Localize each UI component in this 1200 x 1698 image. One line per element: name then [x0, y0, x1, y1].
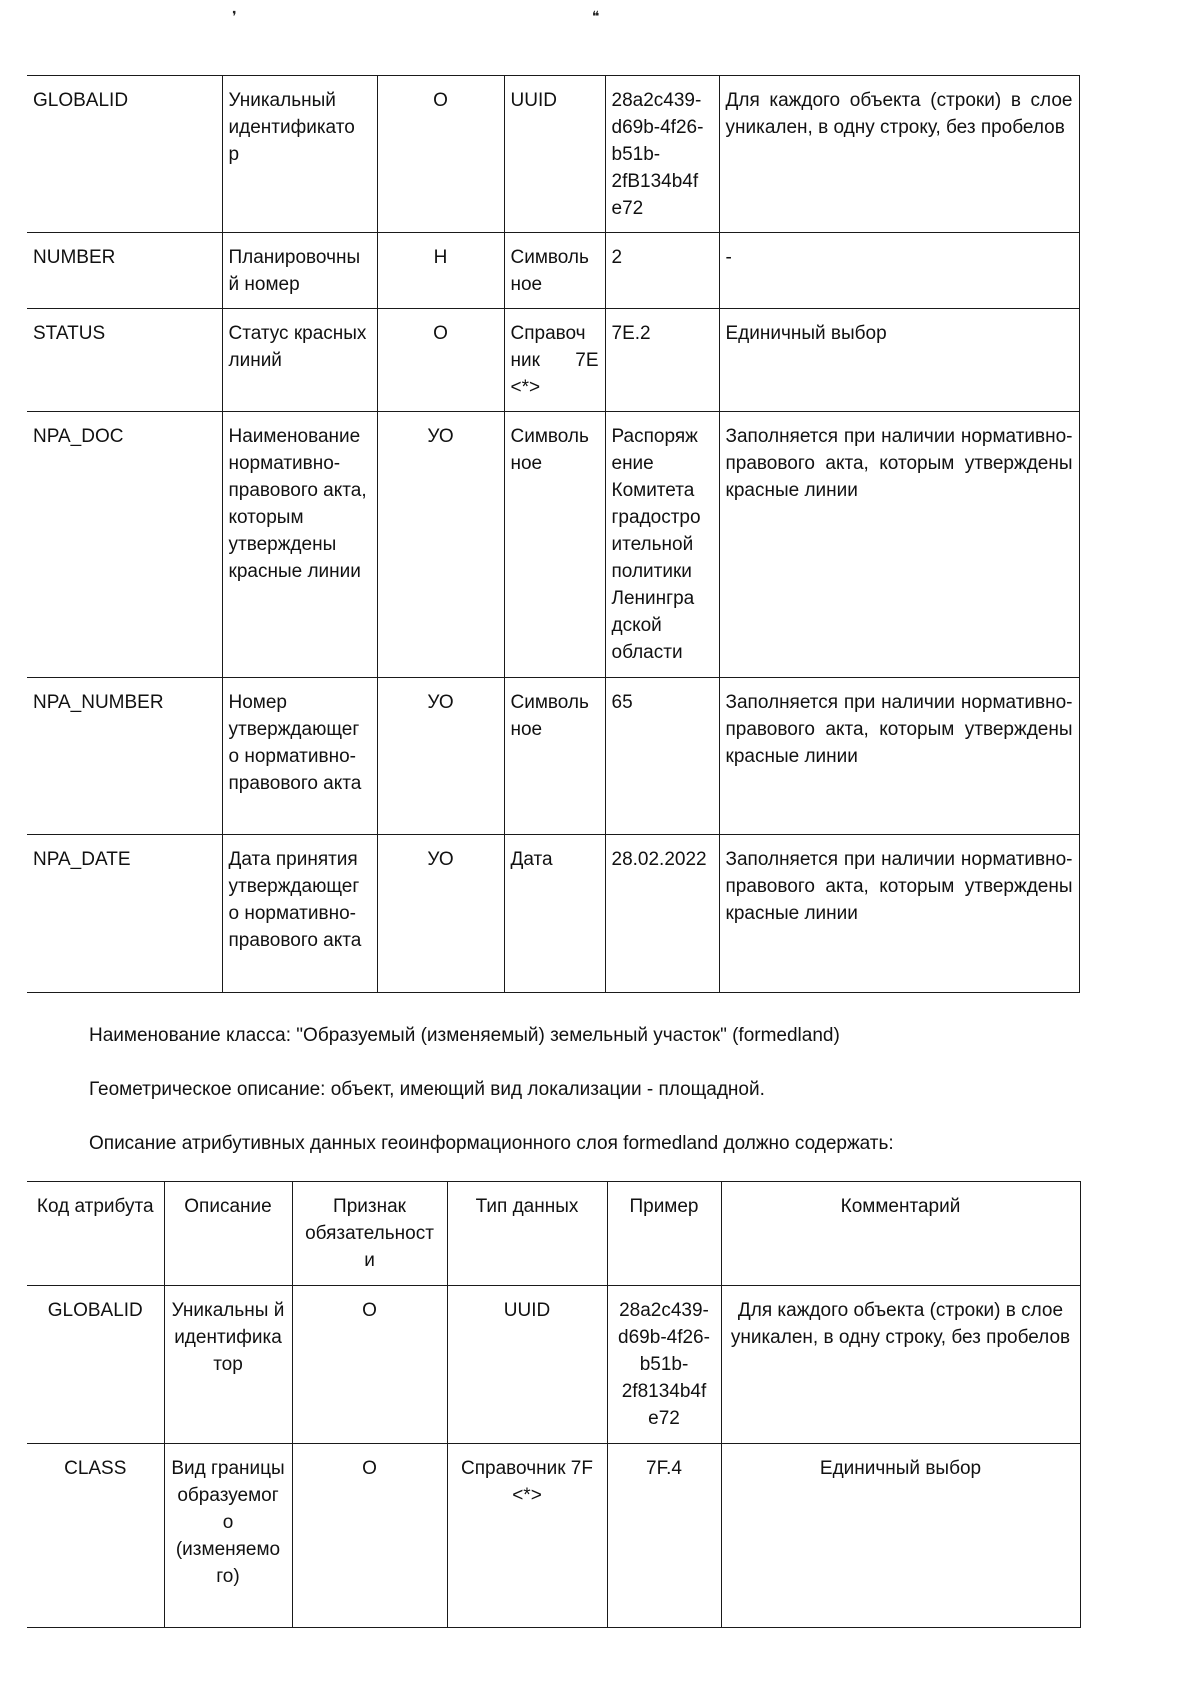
cell-data-type: Дата — [504, 835, 605, 993]
cell-comment: - — [719, 233, 1079, 309]
cell-data-type: Символь ное — [504, 412, 605, 678]
cell-data-type: Справоч ник 7E <*> — [504, 309, 605, 412]
geometry-paragraph: Геометрическое описание: объект, имеющий вид локализации - площадной. — [89, 1079, 765, 1100]
table-row — [27, 835, 1079, 993]
cell-comment: Для каждого объекта (строки) в слое уникален, в одну строку, без пробелов — [719, 76, 1079, 233]
cell-code: NPA_DATE — [27, 835, 222, 993]
table-row — [27, 412, 1079, 678]
table-header-row — [27, 1182, 1080, 1286]
cell-required-flag: УО — [377, 835, 504, 993]
cell-description: Уникальный идентификато р — [222, 76, 377, 233]
cell-description: Вид границы образуемог о (изменяемо го) — [164, 1444, 292, 1628]
cell-example: 7E.2 — [605, 309, 719, 412]
class-name-paragraph: Наименование класса: "Образуемый (изменяемый) земельный участок" (formedland) — [89, 1025, 840, 1046]
header-data-type: Тип данных — [447, 1182, 607, 1286]
cell-example: 7F.4 — [607, 1444, 721, 1628]
cell-required-flag: О — [292, 1286, 447, 1444]
cell-data-type: UUID — [447, 1286, 607, 1444]
cell-code: NPA_NUMBER — [27, 678, 222, 835]
cell-data-type: Символь ное — [504, 233, 605, 309]
attributes-intro-paragraph: Описание атрибутивных данных геоинформационного слоя formedland должно содержать: — [89, 1133, 894, 1154]
header-example: Пример — [607, 1182, 721, 1286]
cell-code: NUMBER — [27, 233, 222, 309]
cell-required-flag: УО — [377, 412, 504, 678]
cell-comment: Заполняется при наличии нормативно-правового акта, которым утверждены красные линии — [719, 412, 1079, 678]
cell-example: 2 — [605, 233, 719, 309]
header-attribute-code: Код атрибута — [27, 1182, 164, 1286]
cell-comment: Заполняется при наличии нормативно-правового акта, которым утверждены красные линии — [719, 835, 1079, 993]
table-row — [27, 76, 1079, 233]
cell-code: STATUS — [27, 309, 222, 412]
table-row — [27, 1444, 1080, 1628]
cell-data-type: Символь ное — [504, 678, 605, 835]
cell-description: Номер утверждающег о нормативно-правового акта — [222, 678, 377, 835]
cell-code: CLASS — [27, 1444, 164, 1628]
cell-description: Статус красных линий — [222, 309, 377, 412]
cell-code: GLOBALID — [27, 76, 222, 233]
table-row — [27, 678, 1079, 835]
cell-description: Наименование нормативно-правового акта, которым утверждены красные линии — [222, 412, 377, 678]
cell-comment: Единичный выбор — [719, 309, 1079, 412]
cell-example: 28a2c439- d69b-4f26- b51b- 2f8134b4f e72 — [607, 1286, 721, 1444]
cell-required-flag: О — [292, 1444, 447, 1628]
cell-comment: Единичный выбор — [721, 1444, 1080, 1628]
cell-example: 65 — [605, 678, 719, 835]
table-row — [27, 309, 1079, 412]
cell-required-flag: О — [377, 309, 504, 412]
cell-required-flag: О — [377, 76, 504, 233]
cell-example: Распоряж ение Комитета градостро ительной политики Ленингра дской области — [605, 412, 719, 678]
cell-data-type: Справочник 7F <*> — [447, 1444, 607, 1628]
page-scan-mark-left: ❜ — [232, 8, 237, 24]
table-row — [27, 233, 1079, 309]
cell-description: Планировочны й номер — [222, 233, 377, 309]
cell-description: Дата принятия утверждающег о нормативно-правового акта — [222, 835, 377, 993]
cell-required-flag: УО — [377, 678, 504, 835]
cell-data-type: UUID — [504, 76, 605, 233]
cell-example: 28.02.2022 — [605, 835, 719, 993]
cell-description: Уникальны й идентифика тор — [164, 1286, 292, 1444]
cell-required-flag: Н — [377, 233, 504, 309]
cell-code: NPA_DOC — [27, 412, 222, 678]
attributes-table-continued — [27, 75, 1080, 993]
formedland-attributes-table — [27, 1181, 1081, 1628]
cell-comment: Для каждого объекта (строки) в слое уникален, в одну строку, без пробелов — [721, 1286, 1080, 1444]
cell-example: 28a2c439- d69b-4f26- b51b- 2fB134b4f e72 — [605, 76, 719, 233]
header-description: Описание — [164, 1182, 292, 1286]
cell-code: GLOBALID — [27, 1286, 164, 1444]
cell-comment: Заполняется при наличии нормативно-правового акта, которым утверждены красные линии — [719, 678, 1079, 835]
header-comment: Комментарий — [721, 1182, 1080, 1286]
page-scan-mark-right: ❝ — [592, 8, 600, 24]
header-required-flag: Признак обязательност и — [292, 1182, 447, 1286]
table-row — [27, 1286, 1080, 1444]
